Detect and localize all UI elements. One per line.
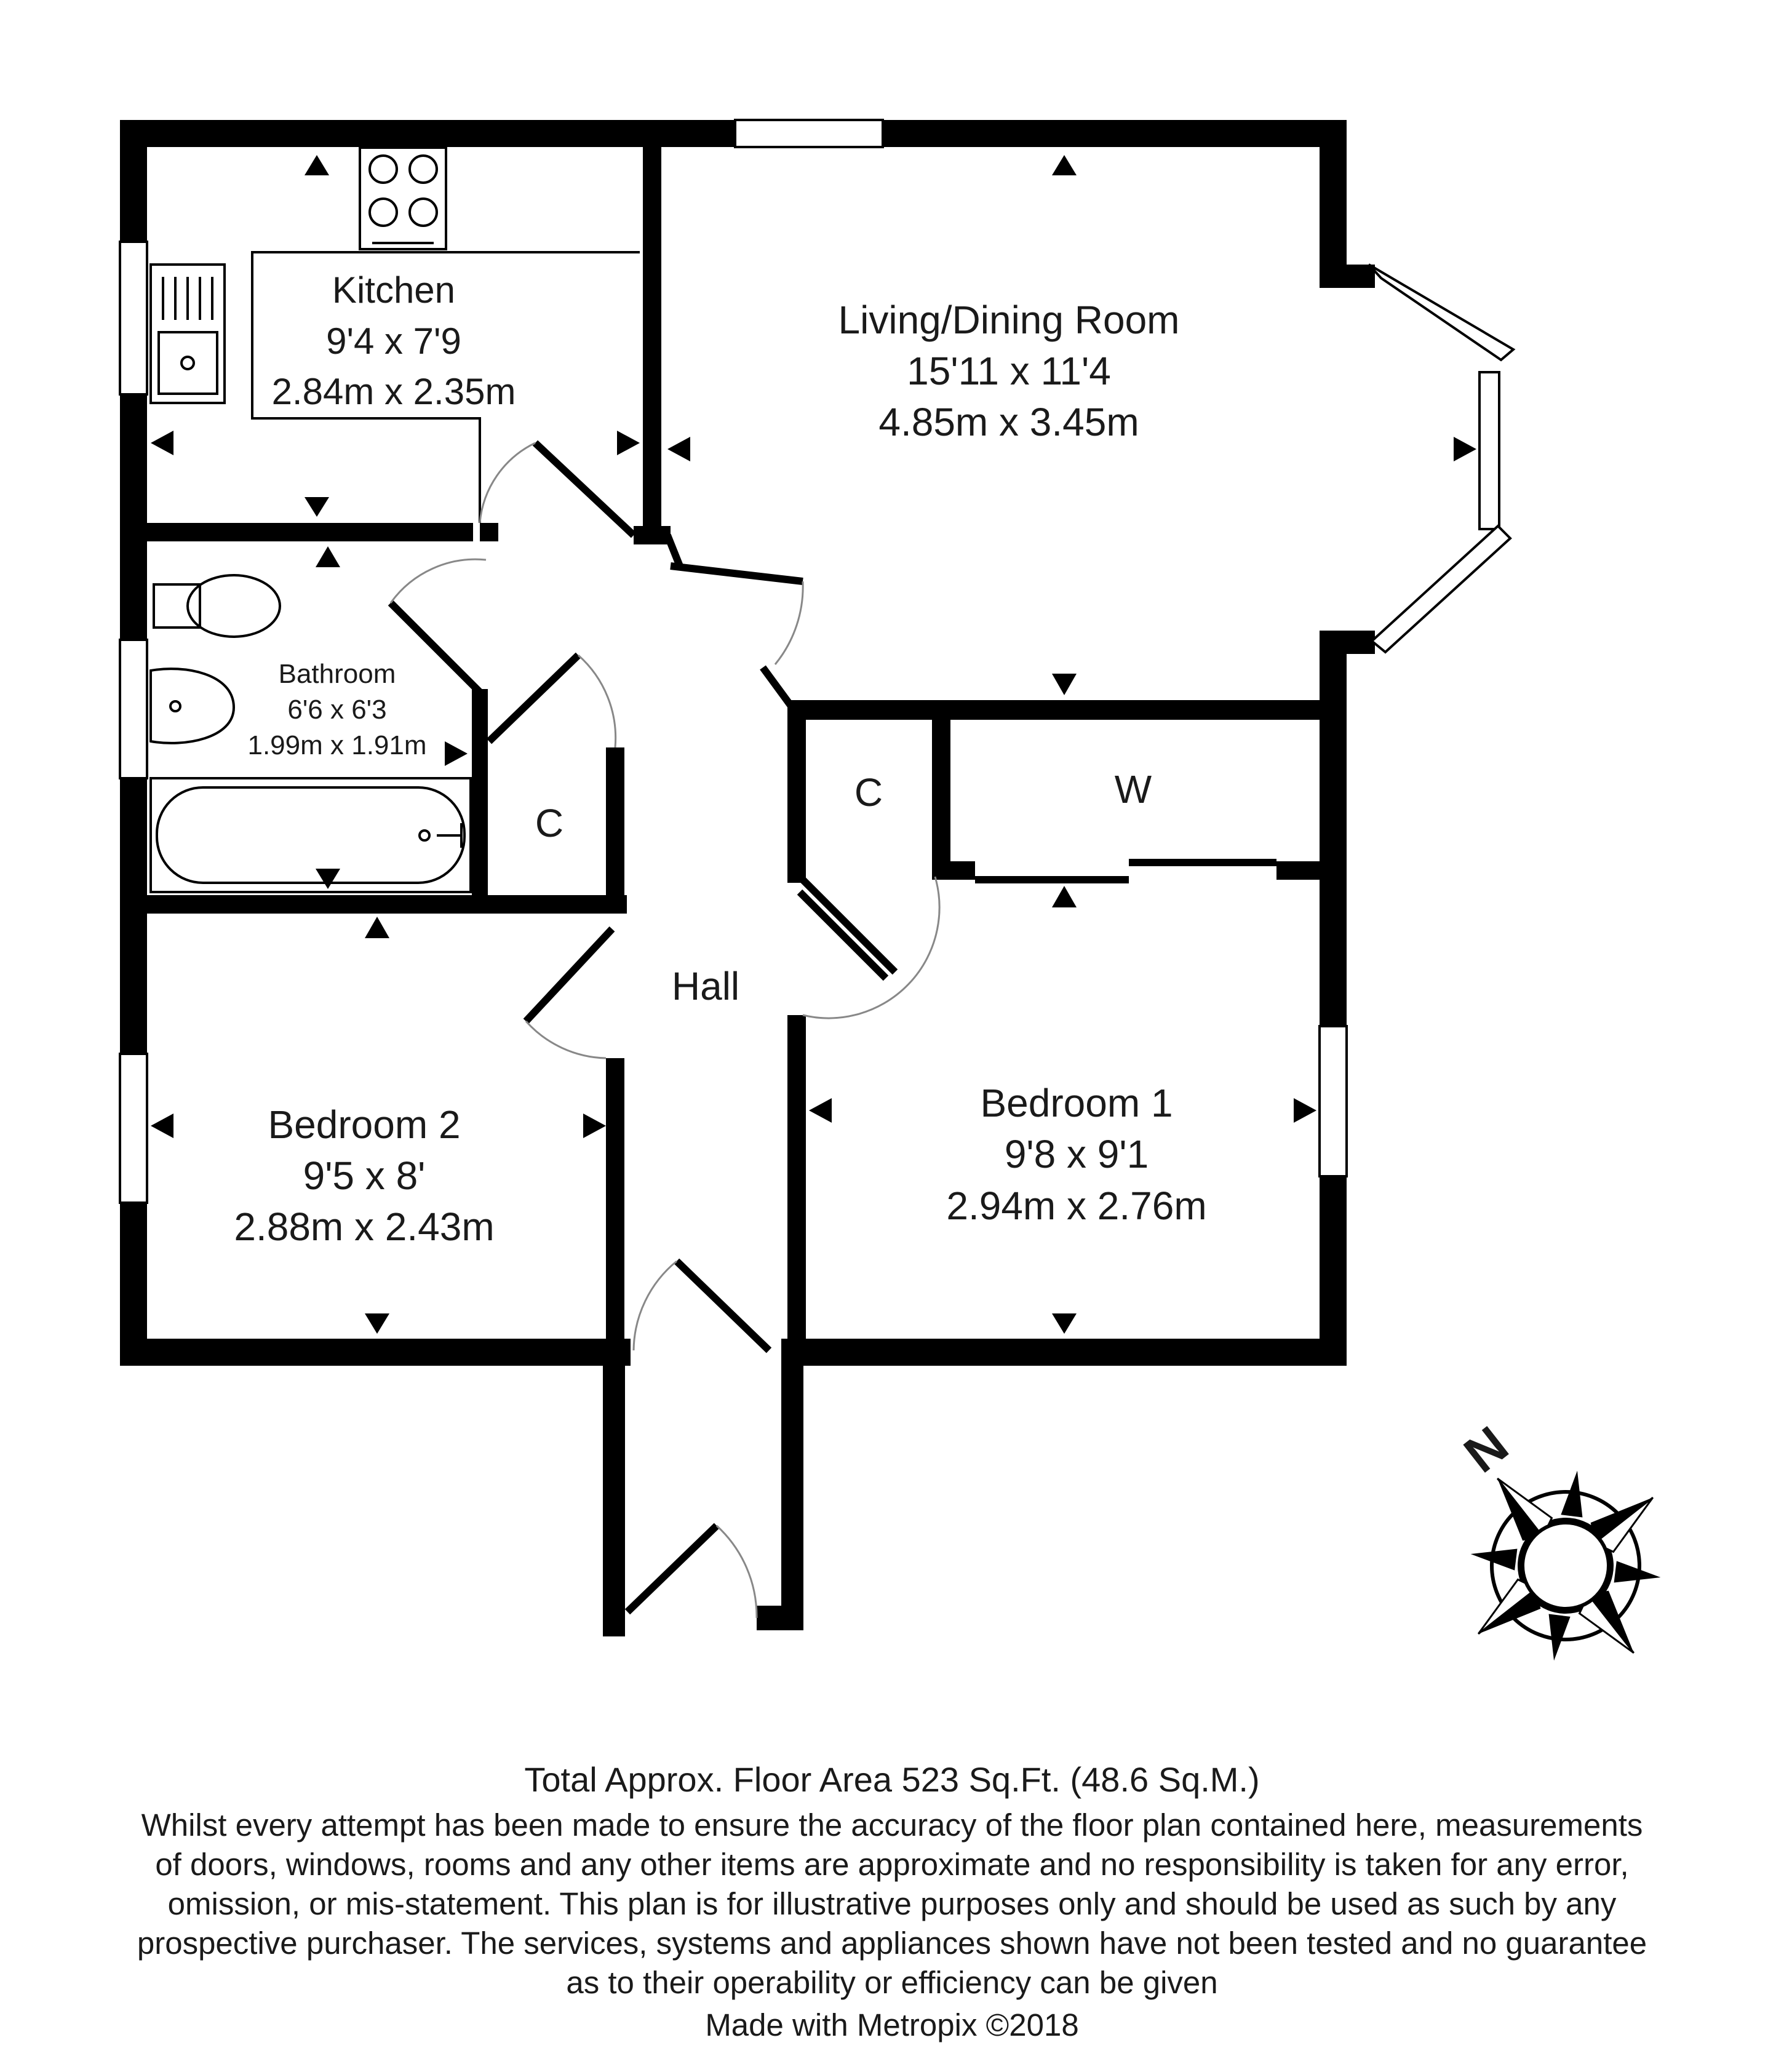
compass-north-label: N (1453, 1415, 1519, 1484)
bedroom2-name: Bedroom 2 (268, 1102, 461, 1147)
bay-window (1369, 265, 1513, 652)
bathtub (151, 778, 471, 892)
room-bathroom (247, 659, 426, 760)
room-bedroom-1 (946, 1081, 1206, 1228)
bathroom-name: Bathroom (278, 659, 396, 689)
room-wardrobe: W (1114, 767, 1152, 811)
kitchen-name: Kitchen (332, 269, 456, 311)
disclaimer-line: as to their operability or efficiency can be given (566, 1965, 1218, 2000)
disclaimer-line: prospective purchaser. The services, systems and appliances shown have not been tested and no guarantee (137, 1926, 1647, 1961)
hob (360, 148, 446, 249)
kitchen-metric: 2.84m x 2.35m (271, 371, 516, 412)
basin (151, 669, 234, 743)
kitchen-imperial: 9'4 x 7'9 (326, 321, 461, 362)
living-metric: 4.85m x 3.45m (878, 400, 1139, 444)
walls (120, 120, 1375, 1636)
bathroom-metric: 1.99m x 1.91m (247, 730, 427, 760)
toilet (154, 575, 280, 637)
bedroom1-metric: 2.94m x 2.76m (946, 1184, 1207, 1228)
disclaimer-line: Whilst every attempt has been made to ensure the accuracy of the floor plan contained here, measurements (141, 1807, 1643, 1843)
living-name: Living/Dining Room (838, 298, 1180, 342)
bedroom2-imperial: 9'5 x 8' (303, 1154, 426, 1198)
bathroom-imperial: 6'6 x 6'3 (287, 695, 387, 725)
room-bedroom-2 (234, 1102, 494, 1249)
room-kitchen (272, 269, 516, 412)
room-living-dining (838, 298, 1180, 444)
living-imperial: 15'11 x 11'4 (907, 349, 1111, 393)
disclaimer (0, 1806, 1784, 2002)
kitchen-sink (151, 265, 225, 403)
compass-icon (1410, 1410, 1721, 1721)
room-hall: Hall (671, 964, 740, 1008)
bedroom1-imperial: 9'8 x 9'1 (1004, 1132, 1149, 1176)
room-cupboard-right: C (854, 770, 883, 815)
room-cupboard-left: C (535, 801, 564, 845)
doors (391, 443, 1276, 1618)
disclaimer-line: of doors, windows, rooms and any other items are approximate and no responsibility is taken for any error, (155, 1847, 1629, 1882)
bedroom2-metric: 2.88m x 2.43m (234, 1205, 495, 1249)
total-floor-area: Total Approx. Floor Area 523 Sq.Ft. (48.6 Sq.M.) (524, 1760, 1260, 1799)
disclaimer-line: omission, or mis-statement. This plan is for illustrative purposes only and should be used as such by any (167, 1886, 1617, 1921)
bedroom1-name: Bedroom 1 (980, 1081, 1173, 1125)
credit: Made with Metropix ©2018 (705, 2007, 1079, 2042)
